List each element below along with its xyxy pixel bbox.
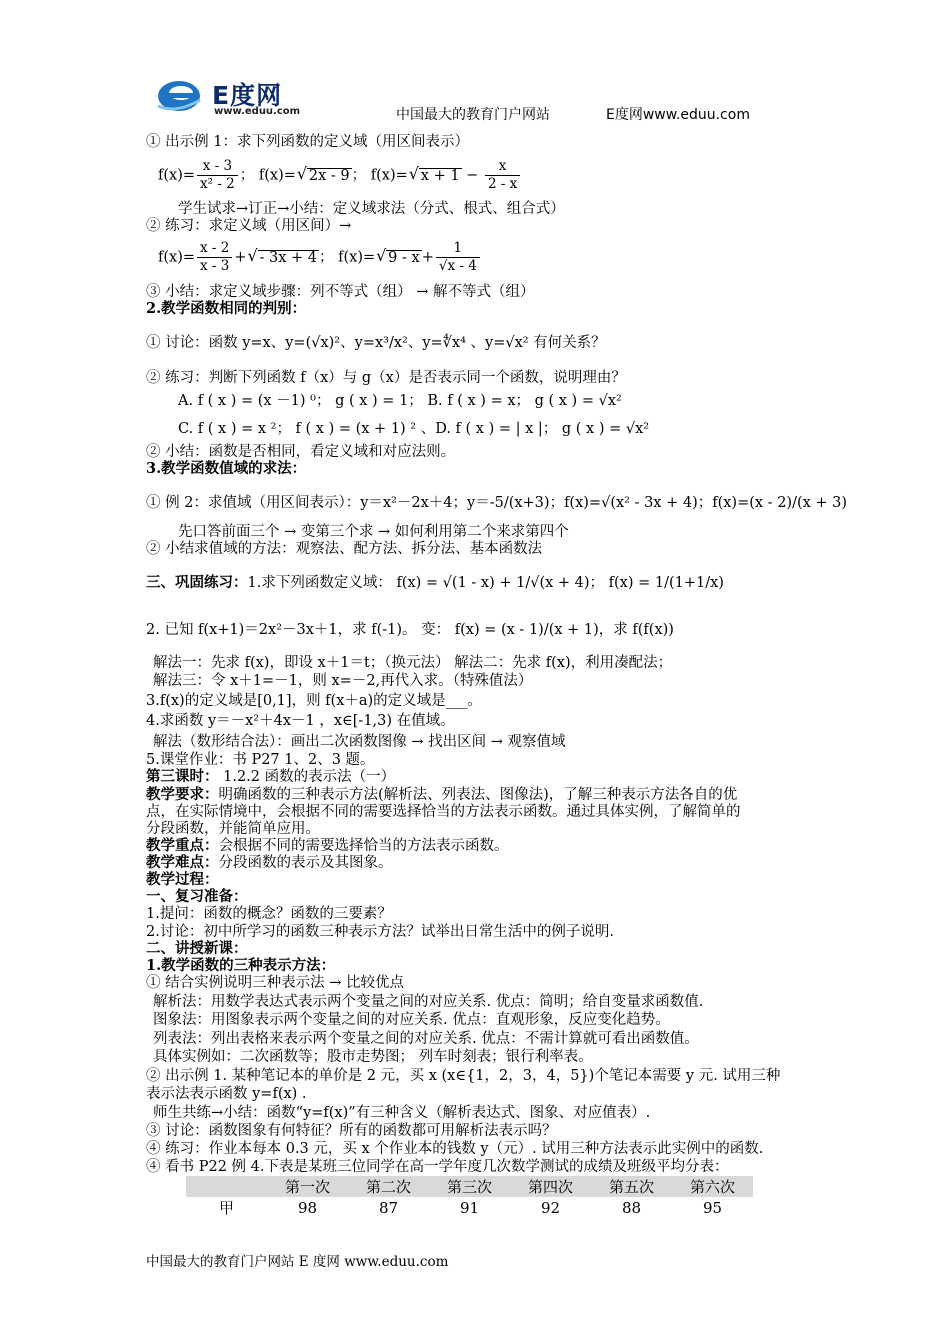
denominator: x² - 2 bbox=[200, 176, 235, 192]
text-line: ① 结合实例说明三种表示法 → 比较优点 bbox=[146, 975, 404, 991]
text-line: 点，在实际情境中，会根据不同的需要选择恰当的方法表示函数。通过具体实例，了解简单的 bbox=[146, 804, 741, 820]
section-heading: 2.教学函数相同的判别： bbox=[146, 300, 307, 317]
radicand: √ 2x - 9 bbox=[307, 168, 352, 184]
text: ； f(x)= bbox=[239, 167, 296, 184]
table-cell: 88 bbox=[621, 1198, 642, 1217]
text: ； f(x)= bbox=[351, 167, 408, 184]
text-line: C. f ( x ) = x ²； f ( x ) = (x + 1) ² 、D. f ( x ) = | x |； g ( x ) = √x² bbox=[178, 421, 650, 437]
text-line: ① 讨论：函数 y=x、y=(√x)²、y=x³/x²、y=∜x⁴ 、y=√x² 有何关系？ bbox=[146, 335, 606, 351]
radicand: √ x + 1 bbox=[419, 168, 462, 184]
text: − bbox=[461, 167, 483, 184]
text-line: 先口答前面三个 → 变第三个求 → 如何利用第二个来求第四个 bbox=[178, 524, 569, 540]
numerator: x bbox=[485, 158, 520, 176]
sqrt bbox=[385, 249, 422, 267]
text-line bbox=[146, 574, 724, 592]
text-line: ① 出示例 1：求下列函数的定义域（用区间表示） bbox=[146, 134, 469, 150]
page-footer: 中国最大的教育门户网站 E 度网 www.eduu.com bbox=[146, 1254, 449, 1270]
table-header-row bbox=[186, 1176, 753, 1197]
logo-name: E度网 bbox=[212, 81, 283, 110]
formula-line bbox=[158, 158, 522, 193]
sqrt bbox=[257, 249, 320, 267]
fraction bbox=[436, 240, 480, 275]
section-heading: 二、讲授新课： bbox=[146, 940, 248, 957]
text-line: 师生共练→小结：函数“y=f(x)”有三种含义（解析表达式、图象、对应值表）. bbox=[153, 1105, 651, 1121]
text-line bbox=[146, 768, 395, 786]
text-line: ① 例 2：求值域（用区间表示）：y＝x²－2x＋4；y＝-5/(x+3)；f(x)=√(x² - 3x + 4)；f(x)=(x - 2)/(x + 3) bbox=[146, 495, 848, 511]
text-line: 表示法表示函数 y=f(x) . bbox=[146, 1086, 307, 1102]
fraction bbox=[485, 158, 520, 193]
text-line bbox=[146, 854, 393, 872]
numerator: 1 bbox=[436, 240, 480, 258]
sqrt bbox=[418, 167, 462, 185]
page-header bbox=[150, 74, 800, 124]
fraction bbox=[197, 158, 238, 193]
numerator: x - 2 bbox=[197, 240, 232, 258]
text: 会根据不同的需要选择恰当的方法表示函数。 bbox=[218, 838, 509, 854]
text-line: 2.讨论：初中所学习的函数三种表示方法？试举出日常生活中的例子说明. bbox=[146, 924, 614, 940]
text-line: ② 小结求值域的方法：观察法、配方法、拆分法、基本函数法 bbox=[146, 541, 543, 557]
text-line: ② 练习：判断下列函数 f（x）与 g（x）是否表示同一个函数，说明理由？ bbox=[146, 370, 626, 386]
text-line: 解析法：用数学表达式表示两个变量之间的对应关系. 优点：简明；给自变量求函数值. bbox=[153, 994, 704, 1010]
text-line: ③ 讨论：函数图象有何特征？所有的函数都可用解析法表示吗？ bbox=[146, 1123, 557, 1139]
text-line: 2. 已知 f(x+1)＝2x²－3x＋1，求 f(-1)。 变： f(x) = (x - 1)/(x + 1)，求 f(f(x)) bbox=[146, 622, 674, 638]
table-header-cell: 第三次 bbox=[429, 1176, 510, 1197]
text-line: 学生试求→订正→小结：定义域求法（分式、根式、组合式） bbox=[178, 201, 565, 217]
denominator: 2 - x bbox=[487, 176, 518, 192]
formula-line bbox=[158, 240, 482, 275]
logo-url: www.eduu.com bbox=[214, 106, 301, 117]
text-line: 4.求函数 y＝－x²＋4x－1 ，x∈[-1,3) 在值域。 bbox=[146, 713, 455, 729]
text-line: ③ 小结：求定义域步骤：列不等式（组） → 解不等式（组） bbox=[146, 284, 535, 300]
text-line: 列表法：列出表格来表示两个变量之间的对应关系. 优点：不需计算就可看出函数值。 bbox=[153, 1031, 699, 1047]
text-line: 5.课堂作业：书 P27 1、2、3 题。 bbox=[146, 752, 375, 768]
text-line: ④ 看书 P22 例 4.下表是某班三位同学在高一学年度几次数学测试的成绩及班级平均分表： bbox=[146, 1159, 729, 1175]
text-line: 3.f(x)的定义域是[0,1]，则 f(x＋a)的定义域是___。 bbox=[146, 693, 482, 709]
radicand: √ - 3x + 4 bbox=[258, 250, 320, 266]
section-heading: 3.教学函数值域的求法： bbox=[146, 460, 307, 477]
text-line: 1.提问：函数的概念？函数的三要素？ bbox=[146, 906, 392, 922]
text-line: 图象法：用图象表示两个变量之间的对应关系. 优点：直观形象，反应变化趋势。 bbox=[153, 1012, 670, 1028]
section-heading: 三、巩固练习： bbox=[146, 574, 248, 591]
text-line: 解法一：先求 f(x)，即设 x＋1＝t；（换元法） 解法二：先求 f(x)，利用凑配法； bbox=[153, 655, 673, 671]
label: 教学要求： bbox=[146, 786, 219, 803]
table-header-cell: 第二次 bbox=[348, 1176, 429, 1197]
text-line: 解法三：令 x＋1=－1，则 x=－2,再代入求。（特殊值法） bbox=[153, 673, 533, 689]
section-heading: 一、复习准备： bbox=[146, 888, 248, 905]
text: 分段函数的表示及其图象。 bbox=[218, 855, 393, 871]
text: 明确函数的三种表示方法(解析法、列表法、图像法)，了解三种表示方法各自的优 bbox=[218, 787, 738, 803]
text-line: A. f ( x ) = (x －1) ⁰； g ( x ) = 1； B. f ( x ) = x； g ( x ) = √x² bbox=[178, 393, 622, 409]
eduu-logo[interactable] bbox=[150, 74, 330, 124]
table-header-cell: 第四次 bbox=[510, 1176, 591, 1197]
table-cell: 95 bbox=[702, 1198, 723, 1217]
text-line: 具体实例如：二次函数等；股市走势图； 列车时刻表；银行利率表。 bbox=[153, 1049, 593, 1065]
score-table bbox=[186, 1176, 753, 1218]
text: + bbox=[234, 249, 247, 266]
numerator: x - 3 bbox=[197, 158, 238, 176]
table-cell: 甲 bbox=[218, 1199, 234, 1217]
text-line: ② 小结：函数是否相同，看定义域和对应法则。 bbox=[146, 444, 456, 460]
table-cell: 98 bbox=[297, 1198, 318, 1217]
denominator: x - 3 bbox=[200, 258, 230, 274]
table-cell: 91 bbox=[459, 1198, 480, 1217]
text: 1.2.2 函数的表示法（一） bbox=[218, 769, 396, 785]
text-line bbox=[146, 786, 737, 804]
text-line bbox=[146, 837, 509, 855]
header-site[interactable]: E度网www.eduu.com bbox=[606, 107, 750, 123]
text-line: ④ 练习：作业本每本 0.3 元，买 x 个作业本的钱数 y（元）. 试用三种方法表示此实例中的函数. bbox=[146, 1141, 764, 1157]
table-row bbox=[186, 1197, 753, 1218]
text: f(x)= bbox=[158, 167, 196, 184]
text-line: ② 出示例 1. 某种笔记本的单价是 2 元，买 x (x∈{1，2，3，4，5})个笔记本需要 y 元. 试用三种 bbox=[146, 1068, 781, 1084]
table-header-cell: 第六次 bbox=[672, 1176, 753, 1197]
table-header-cell: 第五次 bbox=[591, 1176, 672, 1197]
label: 教学难点： bbox=[146, 854, 219, 871]
text-line: 分段函数，并能简单应用。 bbox=[146, 821, 320, 837]
header-slogan: 中国最大的教育门户网站 bbox=[396, 107, 550, 123]
fraction bbox=[197, 240, 232, 275]
section-heading: 1.教学函数的三种表示方法： bbox=[146, 957, 336, 974]
text: f(x)= bbox=[158, 249, 196, 266]
radicand: √ 9 - x bbox=[386, 250, 422, 266]
denominator: √x - 4 bbox=[438, 258, 477, 274]
table-cell: 87 bbox=[378, 1198, 399, 1217]
label: 教学重点： bbox=[146, 837, 219, 854]
table-cell: 92 bbox=[540, 1198, 561, 1217]
text: + bbox=[421, 249, 434, 266]
section-heading: 教学过程： bbox=[146, 871, 219, 888]
e-logo-icon bbox=[156, 76, 202, 114]
sqrt bbox=[306, 167, 352, 185]
label: 第三课时： bbox=[146, 768, 219, 785]
text: ； f(x)= bbox=[319, 249, 376, 266]
text: 1.求下列函数定义域： f(x) = √(1 - x) + 1/√(x + 4)； f(x) = 1/(1+1/x) bbox=[247, 575, 724, 591]
table-header-cell: 第一次 bbox=[267, 1176, 348, 1197]
text-line: 解法（数形结合法）：画出二次函数图像 → 找出区间 → 观察值域 bbox=[153, 734, 566, 750]
table-header-cell bbox=[186, 1176, 267, 1197]
text-line: ② 练习：求定义域（用区间）→ bbox=[146, 218, 352, 234]
